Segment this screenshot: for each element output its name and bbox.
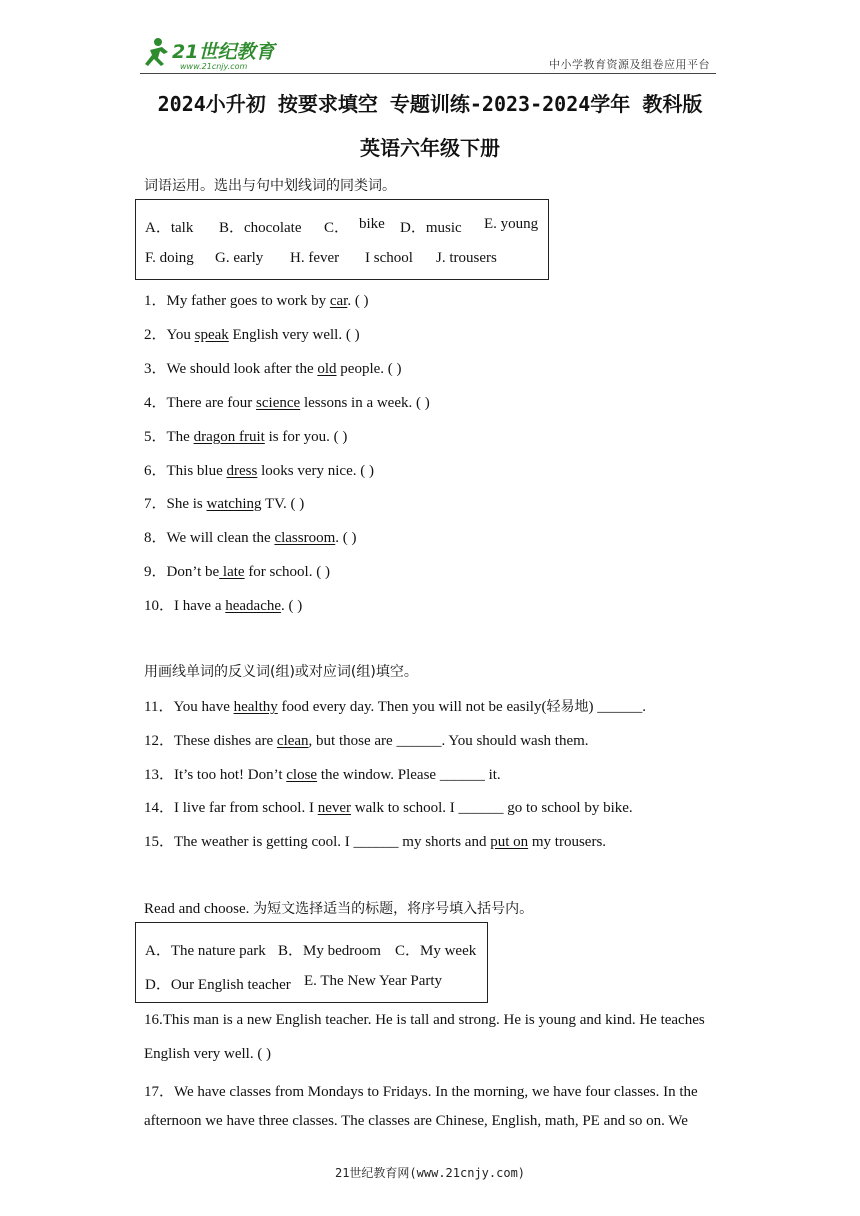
question-10: 10．I have a headache. ( ) xyxy=(144,598,303,614)
question-17-line2: afternoon we have three classes. The classes are Chinese, English, math, PE and so on. We xyxy=(144,1113,688,1129)
question-17-line1: 17．We have classes from Mondays to Fridays. In the morning, we have four classes. In the xyxy=(144,1084,698,1100)
site-logo xyxy=(144,36,294,72)
question-11: 11．You have healthy food every day. Then you will not be easily(轻易地) ______. xyxy=(144,699,646,715)
question-12: 12．These dishes are clean, but those are ______. You should wash them. xyxy=(144,733,589,749)
underlined-word: classroom xyxy=(274,530,336,546)
svg-text:21世纪教育: 21世纪教育 xyxy=(172,41,275,63)
question-2: 2．You speak English very well. ( ) xyxy=(144,327,360,343)
page-header xyxy=(140,30,716,78)
option-g: G. early xyxy=(215,250,264,266)
section2-instruction: 用画线单词的反义词(组)或对应词(组)填空。 xyxy=(144,664,418,680)
option-i: I school xyxy=(365,250,413,266)
option-h: H. fever xyxy=(290,250,340,266)
option-e: E. young xyxy=(484,216,539,232)
page-title: 2024小升初 按要求填空 专题训练-2023-2024学年 教科版 xyxy=(157,92,703,116)
page-subtitle: 英语六年级下册 xyxy=(360,136,500,160)
question-8: 8．We will clean the classroom. ( ) xyxy=(144,530,357,546)
section1-instruction: 词语运用。选出与句中划线词的同类词。 xyxy=(144,178,396,194)
header-divider xyxy=(140,73,716,74)
question-5: 5．The dragon fruit is for you. ( ) xyxy=(144,429,348,445)
underlined-word: never xyxy=(317,800,352,816)
title-option-a: A．The nature park xyxy=(145,943,266,959)
word-options-box xyxy=(135,199,549,280)
underlined-word: speak xyxy=(194,327,229,343)
option-c-word: bike xyxy=(359,216,385,232)
option-f: F. doing xyxy=(145,250,194,266)
title-option-c: C．My week xyxy=(395,943,477,959)
question-14: 14．I live far from school. I never walk to school. I ______ go to school by bike. xyxy=(144,800,633,816)
option-b: B．chocolate xyxy=(219,220,302,236)
page-footer: 21世纪教育网(www.21cnjy.com) xyxy=(334,1166,526,1180)
question-4: 4．There are four science lessons in a week. ( ) xyxy=(144,395,430,411)
underlined-word: put on xyxy=(490,834,529,850)
question-7: 7．She is watching TV. ( ) xyxy=(144,496,305,512)
option-a: A．talk xyxy=(145,220,194,236)
underlined-word: science xyxy=(256,395,301,411)
title-option-b: B．My bedroom xyxy=(278,943,381,959)
option-d: D．music xyxy=(400,220,462,236)
underlined-word: healthy xyxy=(233,699,278,715)
question-16-line2: English very well. ( ) xyxy=(144,1046,272,1062)
title-option-d: D．Our English teacher xyxy=(145,977,291,993)
title-option-e: E. The New Year Party xyxy=(304,973,443,989)
underlined-word: clean xyxy=(276,733,309,749)
underlined-word: car xyxy=(329,293,348,309)
question-9: 9．Don’t be late for school. ( ) xyxy=(144,564,330,580)
underlined-word: watching xyxy=(206,496,262,512)
option-c: C． xyxy=(324,220,350,236)
svg-text:www.21cnjy.com: www.21cnjy.com xyxy=(180,62,248,71)
underlined-word: old xyxy=(317,361,337,377)
underlined-word: close xyxy=(286,767,318,783)
underlined-word: dragon fruit xyxy=(193,429,265,445)
title-options-box xyxy=(135,922,488,1003)
question-16-line1: 16.This man is a new English teacher. He is tall and strong. He is young and kind. He teaches xyxy=(144,1012,705,1028)
underlined-word: dress xyxy=(226,463,258,479)
platform-label: 中小学教育资源及组卷应用平台 xyxy=(549,58,710,71)
option-j: J. trousers xyxy=(436,250,497,266)
question-1: 1．My father goes to work by car. ( ) xyxy=(144,293,369,309)
question-15: 15．The weather is getting cool. I ______ my shorts and put on my trousers. xyxy=(144,834,607,850)
question-13: 13．It’s too hot! Don’t close the window. Please ______ it. xyxy=(144,767,501,783)
underlined-word: headache xyxy=(225,598,282,614)
question-6: 6．This blue dress looks very nice. ( ) xyxy=(144,463,374,479)
section3-instruction: Read and choose. 为短文选择适当的标题，将序号填入括号内。 xyxy=(144,901,534,917)
underlined-word: late xyxy=(219,564,245,580)
question-3: 3．We should look after the old people. ( ) xyxy=(144,361,402,377)
